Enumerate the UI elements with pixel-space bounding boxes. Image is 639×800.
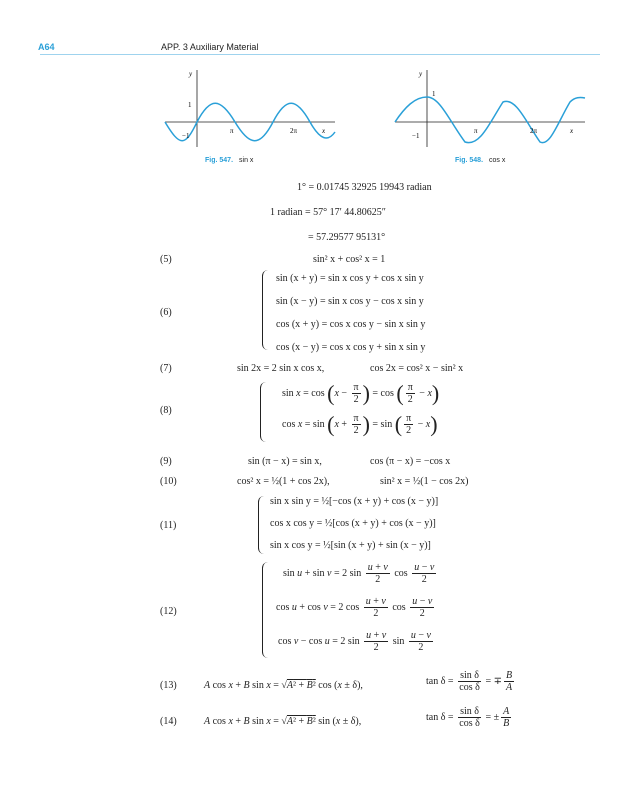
tick-pi: π (230, 127, 234, 135)
identity-5: sin² x + cos² x = 1 (313, 254, 386, 265)
y-label: y (189, 70, 193, 78)
brace-11 (258, 496, 265, 554)
identity-10b: sin² x = ½(1 − cos 2x) (380, 476, 469, 487)
tick-m1: −1 (182, 132, 190, 140)
tick-2pi: 2π (530, 127, 538, 135)
identity-8a: sin x = cos (x − $\frac{\pi}{2}$ ) = cos ( $\frac{\pi}{2}$ − x) (282, 380, 440, 406)
fig548-label: cos x (489, 157, 506, 164)
brace-8 (260, 382, 267, 442)
identity-11a: sin x sin y = ½[−cos (x + y) + cos (x − y)] (270, 496, 439, 507)
identity-10a: cos² x = ½(1 + cos 2x), (237, 476, 330, 487)
x-label: x (570, 127, 574, 135)
degree-line: 1° = 0.01745 32925 19943 radian (297, 182, 432, 193)
radian-decimal: = 57.29577 95131° (308, 232, 386, 243)
identity-6b: sin (x − y) = sin x cos y − cos x sin y (276, 296, 424, 307)
tick-m1: −1 (412, 132, 420, 140)
identity-12b: cos u + cos v = 2 cos $\frac{u + v}{2}$ cos $\frac{u - v}{2}$ (276, 596, 433, 619)
fig548-caption (455, 157, 505, 164)
identity-11c: sin x cos y = ½[sin (x + y) + sin (x − y)] (270, 540, 431, 551)
identity-8b: cos x = sin (x + $\frac{\pi}{2}$ ) = sin ( $\frac{\pi}{2}$ − x) (282, 411, 438, 437)
label-14: (14) (160, 716, 177, 727)
label-11: (11) (160, 520, 177, 531)
radian-line: 1 radian = 57° 17′ 44.80625″ (270, 207, 386, 218)
label-8: (8) (160, 405, 172, 416)
fig548-number: Fig. 548. (455, 157, 484, 164)
identity-9a: sin (π − x) = sin x, (248, 456, 322, 467)
identity-14b: tan δ = $\frac{\text{sin δ}}{\text{cos δ}}$ = ± $\frac{A}{B}$ (426, 706, 510, 729)
identity-14a: A cos x + B sin x = √A² + B² sin (x ± δ), (204, 716, 362, 727)
sine-graph (160, 62, 340, 152)
label-12: (12) (160, 606, 177, 617)
running-head: APP. 3 Auxiliary Material (161, 42, 259, 52)
identity-7a: sin 2x = 2 sin x cos x, (237, 363, 325, 374)
identity-7b: cos 2x = cos² x − sin² x (370, 363, 464, 374)
brace-12 (262, 562, 269, 658)
identity-11b: cos x cos y = ½[cos (x + y) + cos (x − y)] (270, 518, 436, 529)
tick-pi: π (474, 127, 478, 135)
label-9: (9) (160, 456, 172, 467)
label-5: (5) (160, 254, 172, 265)
identity-13b: tan δ = $\frac{\text{sin δ}}{\text{cos δ}}$ = ∓ $\frac{B}{A}$ (426, 670, 513, 693)
x-label: x (322, 127, 326, 135)
label-13: (13) (160, 680, 177, 691)
tick-1: 1 (188, 101, 192, 109)
tick-2pi: 2π (290, 127, 298, 135)
fig547-label: sin x (239, 157, 254, 164)
identity-13a: A cos x + B sin x = √A² + B² cos (x ± δ), (204, 680, 363, 691)
fig547-caption (205, 157, 253, 164)
identity-6d: cos (x − y) = cos x cos y + sin x sin y (276, 342, 426, 353)
identity-6a: sin (x + y) = sin x cos y + cos x sin y (276, 273, 424, 284)
header-rule (40, 54, 600, 55)
identity-6c: cos (x + y) = cos x cos y − sin x sin y (276, 319, 426, 330)
identity-9b: cos (π − x) = −cos x (370, 456, 451, 467)
brace-6 (262, 270, 269, 350)
label-7: (7) (160, 363, 172, 374)
page-number: A64 (38, 42, 55, 52)
identity-12c: cos v − cos u = 2 sin $\frac{u + v}{2}$ sin $\frac{u - v}{2}$ (278, 630, 431, 653)
label-10: (10) (160, 476, 177, 487)
tick-1: 1 (432, 90, 436, 98)
fig547-number: Fig. 547. (205, 157, 234, 164)
y-label: y (419, 70, 423, 78)
identity-12a: sin u + sin v = 2 sin $\frac{u + v}{2}$ cos $\frac{u - v}{2}$ (283, 562, 435, 585)
cosine-graph (390, 62, 590, 152)
label-6: (6) (160, 307, 172, 318)
